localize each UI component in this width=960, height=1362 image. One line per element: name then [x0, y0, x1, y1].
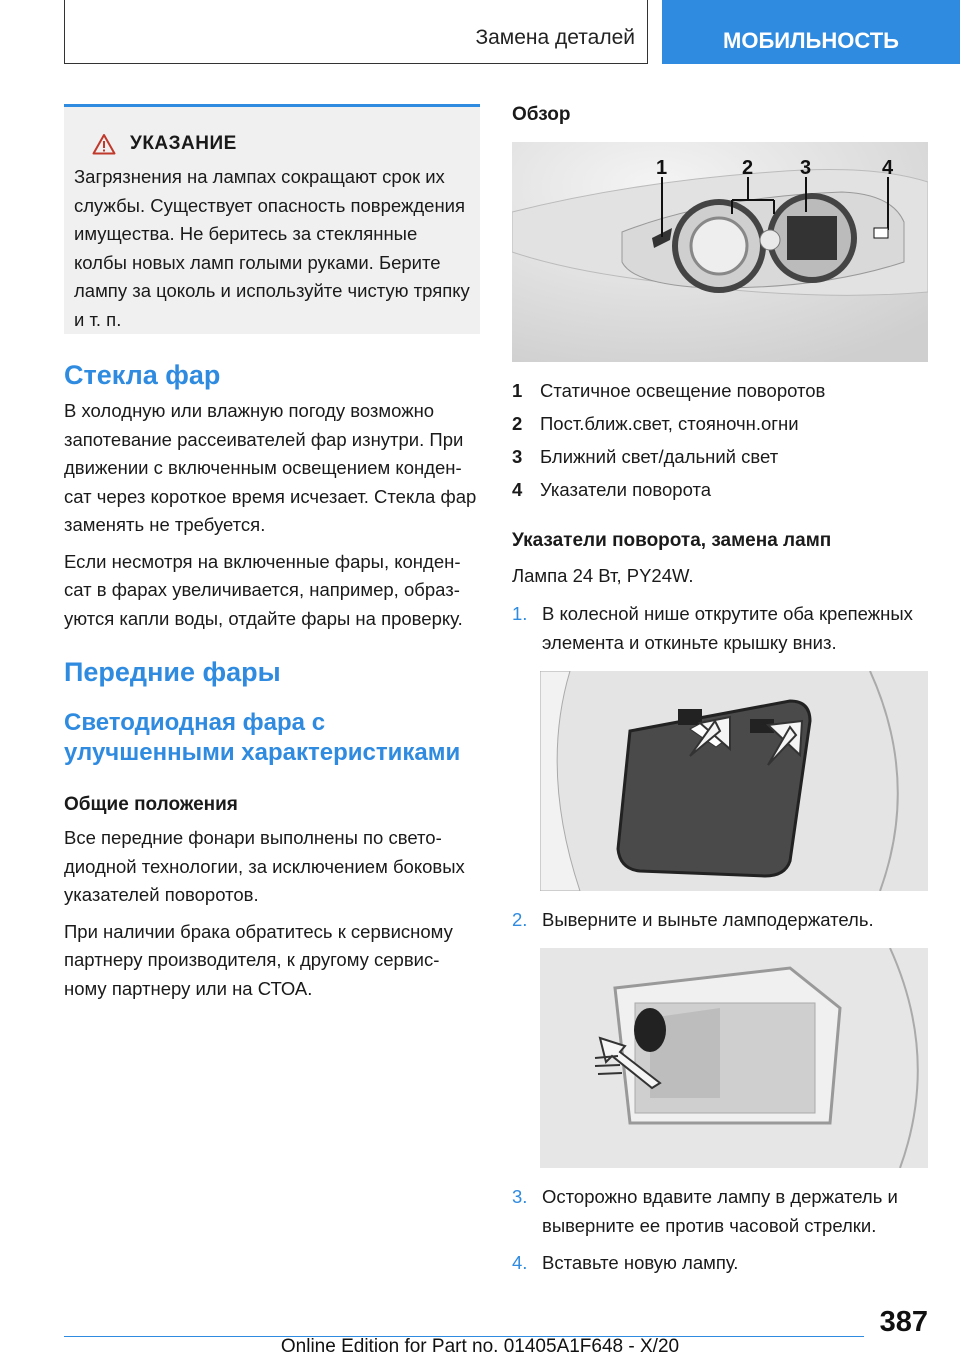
callout-1: 1: [656, 157, 668, 179]
warning-box: [64, 104, 480, 334]
step-item: 3. Осторожно вдавите лампу в держатель и выверните ее против часовой стрелки.: [512, 1185, 898, 1236]
legend-list: [512, 374, 928, 506]
header-section-title: Замена деталей: [475, 26, 635, 49]
warning-text: Загрязнения на лампах сокращают срок их службы. Существует опасность повреждения имущества. Не беритесь за стеклянные колбы новых ламп голыми руками. Берите лампу за цоколь и используйте чистую тряпку и т. п.: [74, 166, 470, 330]
general-paragraph-1: Все передние фонари выполнены по свето-диодной технологии, за исключением боковых указателей поворотов.: [64, 827, 465, 905]
footer-edition: Online Edition for Part no. 01405A1F648 - X/20: [280, 1336, 680, 1357]
heading-general: Общие положения: [64, 794, 238, 815]
wheel-arch-cover-image: [540, 671, 928, 891]
callout-2: 2: [742, 157, 754, 179]
glass-paragraph-2: Если несмотря на включенные фары, конден-сат в фарах увеличивается, например, образ-уются капли воды, отдайте фары на проверку.: [64, 550, 463, 629]
callout-3: 3: [800, 157, 812, 179]
legend-item: 1 Статичное освещение поворотов: [512, 380, 826, 401]
heading-glass: Стекла фар: [64, 360, 221, 390]
legend-item: 4 Указатели поворота: [512, 479, 712, 500]
general-paragraph-2: При наличии брака обратитесь к сервисному партнеру производителя, к другому сервис-ному партнеру или на СТОА.: [64, 920, 453, 999]
legend-item: 2 Пост.ближ.свет, стояночн.огни: [512, 413, 799, 434]
page-number: 387: [879, 1306, 928, 1338]
header-chapter-tab: МОБИЛЬНОСТЬ: [662, 0, 960, 64]
bulb-holder-image: [540, 948, 928, 1168]
heading-turn-signal-replacement: Указатели поворота, замена ламп: [512, 530, 832, 551]
step-item: 4. Вставьте новую лампу.: [512, 1251, 739, 1273]
glass-paragraph-1: В холодную или влажную погоду возможно запотевание рассеивателей фар изнутри. При движении с включенным освещением конден-сат через короткое время исчезает. Стекла фар заменять не требуется.: [64, 400, 477, 535]
header-section-box: [64, 0, 648, 64]
heading-overview: Обзор: [512, 104, 571, 125]
right-column: [512, 104, 928, 1277]
lamp-spec: Лампа 24 Вт, PY24W.: [512, 565, 694, 586]
heading-headlights: Передние фары: [64, 657, 281, 687]
warning-title: УКАЗАНИЕ: [130, 133, 237, 154]
heading-led-headlight: Светодиодная фара с улучшенными характеристиками: [64, 709, 461, 766]
warning-icon: [92, 133, 116, 155]
headlight-overview-image: [512, 142, 928, 362]
step-item: 2. Выверните и выньте ламподержатель.: [512, 908, 874, 930]
callout-4: 4: [882, 157, 894, 179]
steps-list: [512, 599, 928, 1277]
legend-item: 3 Ближний свет/дальний свет: [512, 446, 779, 467]
step-item: 1. В колесной нише открутите оба крепежных элемента и откиньте крышку вниз.: [512, 602, 913, 653]
left-column: [64, 104, 480, 1003]
